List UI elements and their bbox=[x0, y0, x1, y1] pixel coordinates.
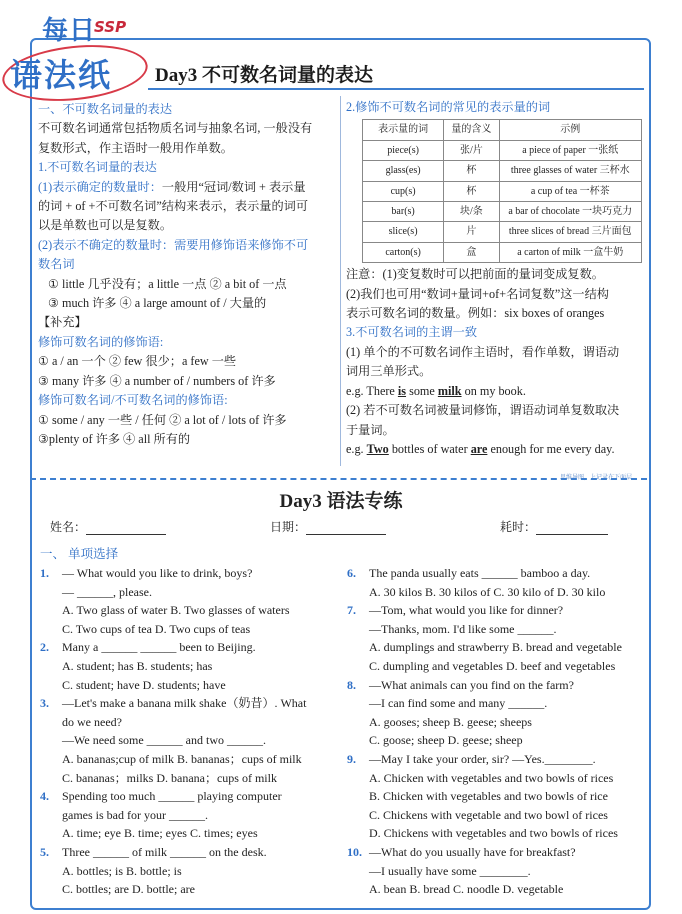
table-header: 表示量的词 bbox=[363, 120, 444, 140]
answer-options[interactable]: B. Chicken with vegetables and two bowls of rice bbox=[369, 789, 608, 804]
question-text: —We need some ______ and two ______. bbox=[62, 733, 266, 748]
table-row bbox=[363, 140, 642, 160]
text-line: (2)表示不确定的数量时：需要用修饰语来修饰不可 bbox=[38, 237, 309, 252]
table-row bbox=[363, 242, 642, 262]
date-field[interactable] bbox=[270, 518, 386, 535]
text-line: (2) 若不可数名词被量词修饰，谓语动词单复数取决 bbox=[346, 403, 620, 418]
answer-options[interactable]: A. time; eye B. time; eyes C. times; eyes bbox=[62, 826, 258, 841]
table-cell: 张/片 bbox=[444, 140, 499, 160]
question-text: —I can find some and many ______. bbox=[369, 696, 548, 711]
question-line bbox=[347, 601, 645, 620]
time-label: 耗时： bbox=[500, 520, 537, 534]
supplement-label: 【补充】 bbox=[38, 315, 87, 330]
example-emphasis: is bbox=[397, 383, 407, 398]
table-cell: a bar of chocolate 一块巧克力 bbox=[499, 202, 641, 222]
example-text: some bbox=[406, 383, 438, 398]
text-line: ③ many 许多 ④ a number of / numbers of 许多 bbox=[38, 373, 276, 388]
section-heading: 一、 单项选择 bbox=[40, 547, 119, 561]
time-blank[interactable] bbox=[536, 522, 608, 535]
table-cell: three slices of bread 三片面包 bbox=[499, 222, 641, 242]
question-number: 7. bbox=[347, 603, 356, 618]
table-cell: 盒 bbox=[444, 242, 499, 262]
question-line bbox=[40, 843, 335, 862]
table-cell: slice(s) bbox=[363, 222, 444, 242]
text-line: 数名词 bbox=[38, 257, 75, 272]
cut-line bbox=[30, 478, 647, 480]
question bbox=[40, 638, 335, 694]
question-number: 2. bbox=[40, 640, 49, 655]
table-header-row bbox=[363, 120, 642, 140]
name-blank[interactable] bbox=[86, 522, 166, 535]
answer-options[interactable]: C. Chickens with vegetable and two bowl of rices bbox=[369, 807, 608, 822]
subheading: 修饰可数名词/不可数名词的修饰语: bbox=[38, 393, 228, 408]
table-cell: a piece of paper 一张纸 bbox=[499, 140, 641, 160]
table-cell: three glasses of water 三杯水 bbox=[499, 161, 641, 181]
example-emphasis: Two bbox=[366, 441, 389, 456]
text-line: ① a / an 一个 ② few 很少；a few 一些 bbox=[38, 354, 237, 369]
answer-options[interactable]: C. dumpling and vegetables D. beef and vegetables bbox=[369, 658, 616, 673]
example-text: e.g. There bbox=[346, 383, 398, 398]
question-text: — What would you like to drink, boys? bbox=[62, 566, 253, 580]
text-line: ① little 几乎没有；a little 一点 ② a bit of 一点 bbox=[48, 276, 287, 291]
subheading: 3.不可数名词的主谓一致 bbox=[346, 325, 478, 340]
section-heading: 2.修饰不可数名词的常见的表示量的词 bbox=[346, 100, 551, 114]
rule-label: (1)表示确定的数量时： bbox=[38, 179, 162, 194]
table-row bbox=[363, 202, 642, 222]
text-line: ③plenty of 许多 ④ all 所有的 bbox=[38, 431, 191, 446]
example-line bbox=[346, 382, 642, 401]
question-text: —May I take your order, sir? —Yes.________. bbox=[369, 751, 596, 766]
text-line: 的词 + of +不可数名词”结构来表示，表示量的词可 bbox=[38, 199, 309, 214]
question-line bbox=[347, 564, 645, 583]
question-text: —What do you usually have for breakfast? bbox=[369, 844, 576, 859]
question bbox=[40, 564, 335, 638]
question-text: —Tom, what would you like for dinner? bbox=[369, 603, 564, 618]
subheading: 修饰可数名词的修饰语: bbox=[38, 334, 164, 349]
answer-options[interactable]: C. bottles; are D. bottle; are bbox=[62, 882, 195, 897]
answer-options[interactable]: C. goose; sheep D. geese; sheep bbox=[369, 733, 523, 748]
table-cell: cup(s) bbox=[363, 181, 444, 201]
question-number: 10. bbox=[347, 844, 362, 859]
practice-title: Day3 语法专练 bbox=[279, 491, 403, 512]
table-row bbox=[363, 161, 642, 181]
text-line: 注意：(1)变复数时可以把前面的量词变成复数。 bbox=[346, 267, 604, 282]
table-header: 示例 bbox=[499, 120, 641, 140]
example-text: e.g. bbox=[346, 441, 367, 456]
table-cell: 杯 bbox=[444, 161, 499, 181]
answer-options[interactable]: A. bean B. bread C. noodle D. vegetable bbox=[369, 882, 564, 897]
brand-logo bbox=[2, 6, 152, 98]
text-line: 以是单数也可以是复数。 bbox=[38, 218, 173, 233]
text-line: (1) 单个的不可数名词作主语时，看作单数，谓语动 bbox=[346, 344, 620, 359]
question bbox=[347, 750, 645, 843]
question bbox=[347, 601, 645, 675]
answer-options[interactable]: A. student; has B. students; has bbox=[62, 658, 213, 673]
text-line: 词用三单形式。 bbox=[346, 364, 432, 379]
question bbox=[347, 843, 645, 899]
question bbox=[347, 676, 645, 750]
measure-words-table bbox=[362, 119, 642, 263]
subheading: 1.不可数名词量的表达 bbox=[38, 160, 157, 175]
table-cell: glass(es) bbox=[363, 161, 444, 181]
table-cell: piece(s) bbox=[363, 140, 444, 160]
question-line bbox=[347, 676, 645, 695]
logo-ssp-text: SSP bbox=[94, 18, 127, 36]
text-line: 不可数名词通常包括物质名词与抽象名词, 一般没有 bbox=[38, 121, 313, 136]
answer-options[interactable]: A. Two glass of water B. Two glasses of waters bbox=[62, 603, 290, 618]
question-text: —Thanks, mom. I'd like some ______. bbox=[369, 621, 557, 636]
question-number: 8. bbox=[347, 677, 356, 692]
text-line: 于量词。 bbox=[346, 422, 395, 437]
name-field[interactable] bbox=[50, 518, 166, 535]
name-label: 姓名： bbox=[50, 520, 87, 534]
example-emphasis: are bbox=[470, 441, 488, 456]
answer-options[interactable]: A. bottles; is B. bottle; is bbox=[62, 863, 182, 878]
answer-options[interactable]: C. student; have D. students; have bbox=[62, 677, 226, 692]
table-header: 量的含义 bbox=[444, 120, 499, 140]
table-cell: 块/条 bbox=[444, 202, 499, 222]
page-title: Day3 不可数名词量的表达 bbox=[155, 65, 373, 86]
logo-top-text: 每日 bbox=[42, 16, 97, 46]
question-text: —What animals can you find on the farm? bbox=[369, 677, 574, 692]
notes-left-column bbox=[38, 100, 336, 449]
question-number: 3. bbox=[40, 696, 49, 711]
table-row bbox=[363, 222, 642, 242]
question-text: Three ______ of milk ______ on the desk. bbox=[62, 844, 267, 859]
example-text: enough for me every day. bbox=[487, 441, 615, 456]
question-number: 6. bbox=[347, 566, 356, 580]
question-text: The panda usually eats ______ bamboo a day. bbox=[369, 566, 591, 580]
table-cell: carton(s) bbox=[363, 242, 444, 262]
date-label: 日期： bbox=[270, 520, 307, 534]
column-divider bbox=[340, 96, 341, 466]
example-emphasis: milk bbox=[437, 383, 462, 398]
question bbox=[40, 787, 335, 843]
logo-main-text: 语法纸 bbox=[10, 56, 113, 94]
answer-options[interactable]: A. bananas;cup of milk B. bananas；cups of milk bbox=[62, 751, 302, 766]
question-text: games is bad for your ______. bbox=[62, 807, 208, 822]
table-cell: bar(s) bbox=[363, 202, 444, 222]
question-text: Spending too much ______ playing computer bbox=[62, 789, 282, 804]
table-row bbox=[363, 181, 642, 201]
text-line: 复数形式，作主语时一般用作单数。 bbox=[38, 140, 233, 155]
example-line bbox=[346, 440, 642, 459]
text-line: ③ much 许多 ④ a large amount of / 大量的 bbox=[48, 296, 267, 311]
date-blank[interactable] bbox=[306, 522, 386, 535]
question-line bbox=[347, 843, 645, 862]
example-text: on my book. bbox=[461, 383, 526, 398]
answer-options[interactable]: C. bananas；milks D. banana；cups of milk bbox=[62, 770, 277, 785]
text-line: 表示可数名词的数量。例如：six boxes of oranges bbox=[346, 306, 605, 321]
questions-left bbox=[40, 564, 335, 899]
answer-options[interactable]: A. 30 kilos B. 30 kilos of C. 30 kilo of D. 30 kilo bbox=[369, 584, 606, 599]
question bbox=[40, 843, 335, 899]
time-field[interactable] bbox=[500, 518, 608, 535]
table-cell: a carton of milk 一盒牛奶 bbox=[499, 242, 641, 262]
question-text: do we need? bbox=[62, 714, 122, 729]
question-number: 4. bbox=[40, 789, 49, 804]
tiny-note: 思维导图，上记录在下面层 bbox=[560, 474, 633, 481]
question bbox=[347, 564, 645, 601]
text-line: (2)我们也可用“数词+量词+of+名词复数”这一结构 bbox=[346, 286, 609, 301]
header-divider bbox=[148, 88, 644, 90]
text-line bbox=[38, 178, 336, 197]
text-line: ① some / any 一些 / 任何 ② a lot of / lots of 许多 bbox=[38, 412, 287, 427]
table-cell: 片 bbox=[444, 222, 499, 242]
question-text: — ______, please. bbox=[62, 584, 152, 599]
question-line bbox=[40, 638, 335, 657]
question-line bbox=[40, 694, 335, 713]
answer-options[interactable]: D. Chickens with vegetables and two bowls of rices bbox=[369, 826, 618, 841]
question-number: 5. bbox=[40, 844, 49, 859]
notes-right-column bbox=[346, 98, 642, 459]
question-text: Many a ______ ______ been to Beijing. bbox=[62, 640, 256, 655]
answer-options[interactable]: A. dumplings and strawberry B. bread and vegetable bbox=[369, 640, 622, 655]
question-line bbox=[347, 750, 645, 769]
answer-options[interactable]: A. Chicken with vegetables and two bowls of rices bbox=[369, 770, 614, 785]
table-cell: a cup of tea 一杯茶 bbox=[499, 181, 641, 201]
example-text: bottles of water bbox=[388, 441, 471, 456]
question-number: 1. bbox=[40, 566, 49, 580]
answer-options[interactable]: C. Two cups of tea D. Two cups of teas bbox=[62, 621, 251, 636]
question-line bbox=[40, 787, 335, 806]
answer-options[interactable]: A. gooses; sheep B. geese; sheeps bbox=[369, 714, 532, 729]
rule-text: 一般用“冠词/数词 + 表示量 bbox=[161, 179, 306, 194]
table-cell: 杯 bbox=[444, 181, 499, 201]
questions-right bbox=[347, 564, 645, 899]
question-line bbox=[40, 564, 335, 583]
question-text: —Let's make a banana milk shake（奶昔）. What bbox=[62, 696, 307, 711]
question-number: 9. bbox=[347, 751, 356, 766]
question-text: —I usually have some ________. bbox=[369, 863, 531, 878]
section-heading: 一、不可数名词量的表达 bbox=[38, 102, 173, 116]
question bbox=[40, 694, 335, 787]
